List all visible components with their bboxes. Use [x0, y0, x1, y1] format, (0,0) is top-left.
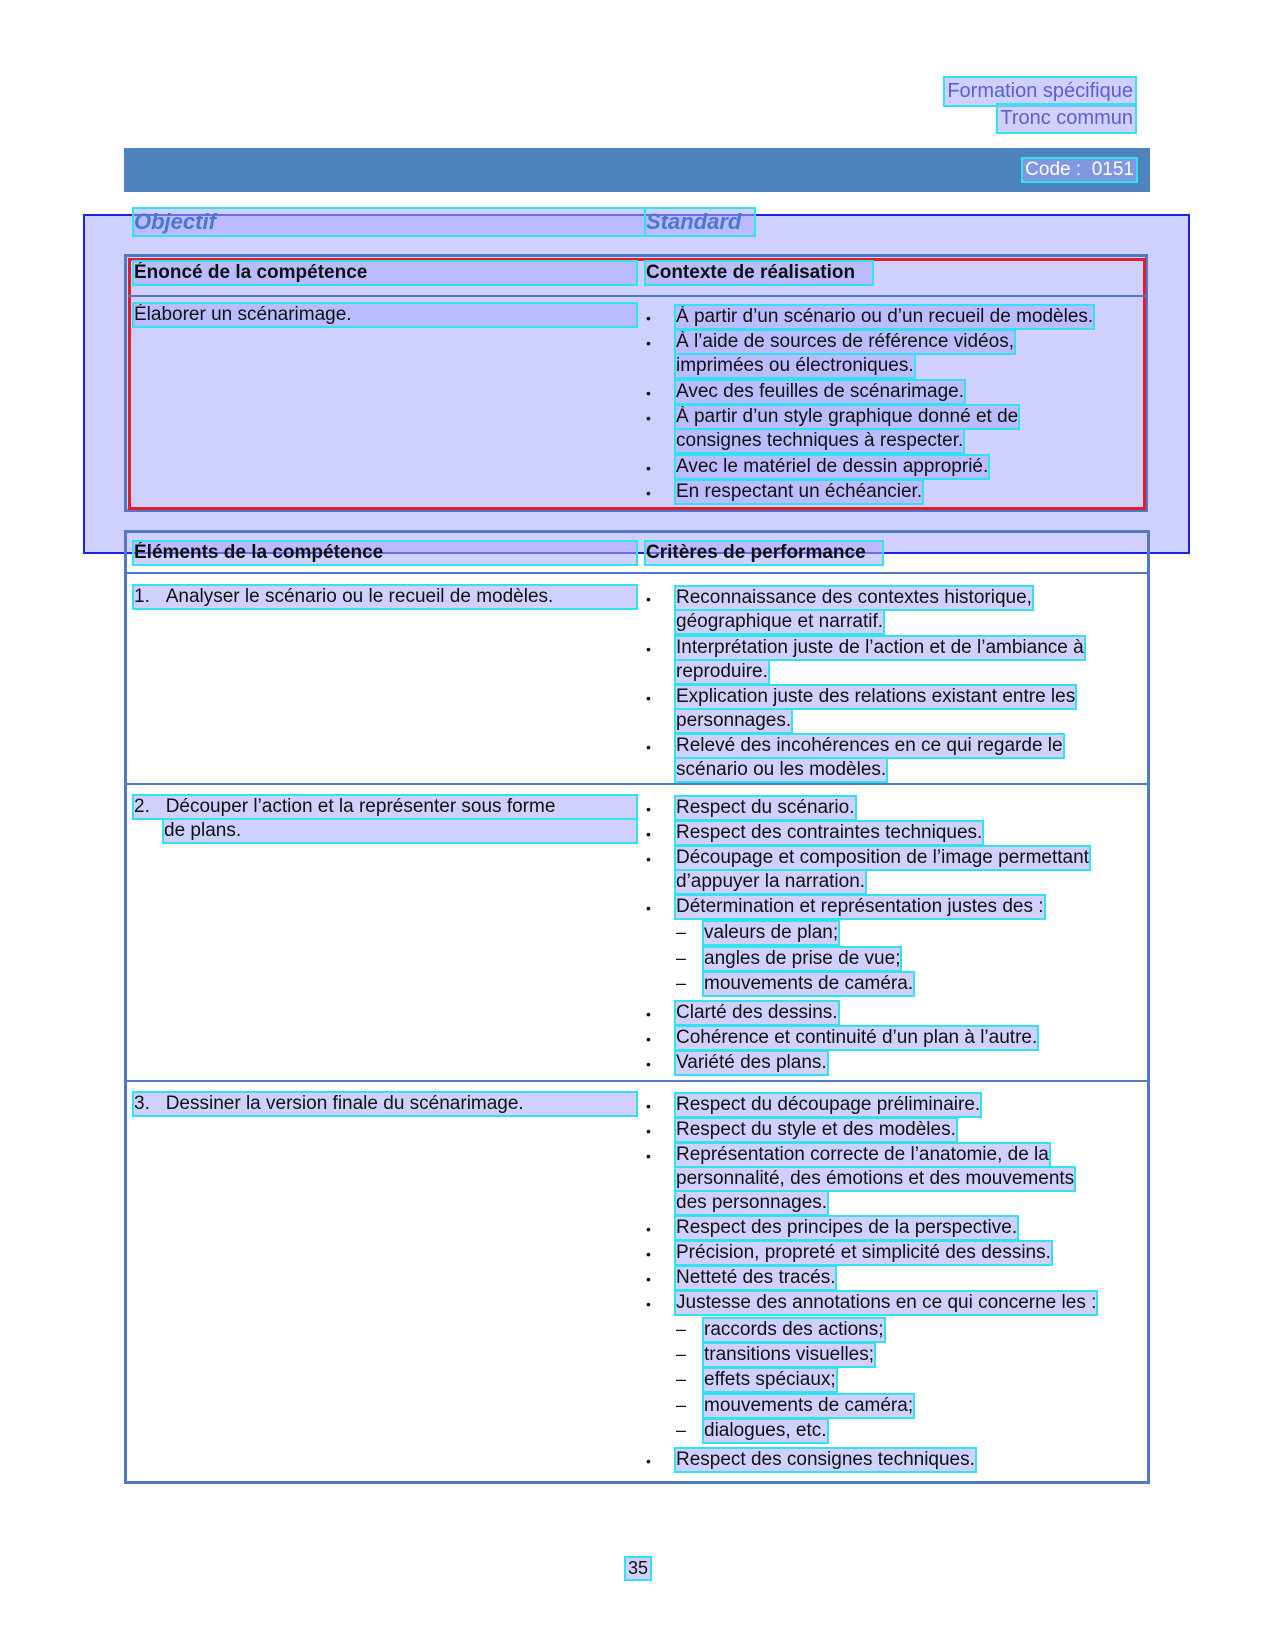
criterion-cont: d’appuyer la narration.: [676, 871, 866, 892]
bullet-icon: •: [646, 900, 651, 916]
element-3: [134, 1093, 636, 1115]
criterion: Cohérence et continuité d’un plan à l’autre.: [676, 1027, 1038, 1048]
dash-icon: –: [676, 922, 687, 942]
standard-title: Standard: [646, 209, 754, 235]
criterion: Variété des plans.: [676, 1052, 827, 1073]
sub-criterion: transitions visuelles;: [704, 1344, 875, 1365]
criterion: Respect du style et des modèles.: [676, 1119, 956, 1140]
bullet-icon: •: [646, 739, 651, 755]
criteria-col-header: Critères de performance: [646, 542, 882, 564]
criterion: Découpage et composition de l’image permettant: [676, 847, 1089, 868]
dash-icon: –: [676, 1319, 687, 1339]
context-item: Avec des feuilles de scénarimage.: [676, 381, 964, 402]
bullet-icon: •: [646, 1031, 651, 1047]
competence-header-divider: [128, 295, 1146, 297]
criterion: Interprétation juste de l’action et de l’ambiance à: [676, 637, 1084, 658]
bullet-icon: •: [646, 851, 651, 867]
bullet-icon: •: [646, 690, 651, 706]
context-item: À l’aide de sources de référence vidéos,: [676, 331, 1014, 352]
criterion: Précision, propreté et simplicité des dessins.: [676, 1242, 1051, 1263]
criterion: Justesse des annotations en ce qui concerne les :: [676, 1292, 1097, 1313]
criterion: Clarté des dessins.: [676, 1002, 838, 1023]
bullet-icon: •: [646, 1271, 651, 1287]
bullet-icon: •: [646, 310, 651, 326]
sub-criterion: mouvements de caméra;: [704, 1395, 914, 1416]
bullet-icon: •: [646, 1221, 651, 1237]
context-item-cont: consignes techniques à respecter.: [676, 430, 964, 451]
header-program: [945, 78, 1135, 132]
sub-criterion: angles de prise de vue;: [704, 948, 901, 969]
bullet-icon: •: [646, 1006, 651, 1022]
bullet-icon: •: [646, 385, 651, 401]
code-label: [1023, 159, 1136, 181]
criterion-cont: personnalité, des émotions et des mouvements: [676, 1168, 1075, 1189]
context-col-header: Contexte de réalisation: [646, 262, 872, 284]
context-item: Avec le matériel de dessin approprié.: [676, 456, 989, 477]
criterion-cont: des personnages.: [676, 1192, 828, 1213]
objective-title: Objectif: [134, 209, 644, 235]
dash-icon: –: [676, 948, 687, 968]
bullet-icon: •: [646, 641, 651, 657]
element-1: [134, 586, 636, 608]
competence-statement: Élaborer un scénarimage.: [134, 304, 636, 326]
criterion-cont: géographique et narratif.: [676, 611, 884, 632]
criterion-cont: reproduire.: [676, 661, 768, 682]
context-item: À partir d’un style graphique donné et de: [676, 406, 1019, 427]
dash-icon: –: [676, 1369, 687, 1389]
context-item: En respectant un échéancier.: [676, 481, 923, 502]
criterion: Respect des principes de la perspective.: [676, 1217, 1018, 1238]
code-band: [124, 148, 1150, 192]
criterion: Reconnaissance des contextes historique,: [676, 587, 1032, 608]
bullet-icon: •: [646, 1098, 651, 1114]
sub-criterion: dialogues, etc.: [704, 1420, 827, 1441]
sub-criterion: valeurs de plan;: [704, 922, 839, 943]
criterion: Respect du scénario.: [676, 797, 855, 818]
bullet-icon: •: [646, 1148, 651, 1164]
element-2-cont: de plans.: [164, 820, 636, 842]
sub-criterion: mouvements de caméra.: [704, 973, 914, 994]
criterion-cont: personnages.: [676, 710, 792, 731]
dash-icon: –: [676, 1395, 687, 1415]
context-item: À partir d’un scénario ou d’un recueil de modèles.: [676, 306, 1094, 327]
row-divider: [124, 1080, 1150, 1082]
program-line-specific: Formation spécifique: [945, 78, 1135, 105]
criterion-cont: scénario ou les modèles.: [676, 759, 887, 780]
bullet-icon: •: [646, 335, 651, 351]
element-number: 2.: [134, 796, 150, 817]
element-number: 3.: [134, 1093, 150, 1114]
bullet-icon: •: [646, 1453, 651, 1469]
bullet-icon: •: [646, 460, 651, 476]
element-text: Analyser le scénario ou le recueil de modèles.: [165, 586, 554, 607]
element-text: Découper l’action et la représenter sous forme: [165, 796, 556, 817]
bullet-icon: •: [646, 410, 651, 426]
criterion: Détermination et représentation justes des :: [676, 896, 1044, 917]
criterion: Respect du découpage préliminaire.: [676, 1094, 981, 1115]
program-line-common: Tronc commun: [998, 105, 1135, 132]
sub-criterion: effets spéciaux;: [704, 1369, 836, 1390]
sub-criterion: raccords des actions;: [704, 1319, 884, 1340]
criterion: Relevé des incohérences en ce qui regarde le: [676, 735, 1063, 756]
criterion: Explication juste des relations existant entre les: [676, 686, 1076, 707]
bullet-icon: •: [646, 1056, 651, 1072]
competence-col-header: Énoncé de la compétence: [134, 262, 636, 284]
dash-icon: –: [676, 1420, 687, 1440]
bullet-icon: •: [646, 1123, 651, 1139]
bullet-icon: •: [646, 826, 651, 842]
element-number: 1.: [134, 586, 150, 607]
elements-col-header: Éléments de la compétence: [134, 542, 636, 564]
criterion: Respect des contraintes techniques.: [676, 822, 983, 843]
code-label-text: Code :: [1025, 159, 1082, 180]
page-number: 35: [628, 1558, 649, 1578]
bullet-icon: •: [646, 1246, 651, 1262]
criterion: Représentation correcte de l’anatomie, de la: [676, 1144, 1049, 1165]
bullet-icon: •: [646, 591, 651, 607]
context-item-cont: imprimées ou électroniques.: [676, 355, 914, 376]
bullet-icon: •: [646, 485, 651, 501]
criterion: Netteté des tracés.: [676, 1267, 836, 1288]
bullet-icon: •: [646, 1296, 651, 1312]
dash-icon: –: [676, 973, 687, 993]
bullet-icon: •: [646, 801, 651, 817]
element-2: [134, 796, 636, 818]
dash-icon: –: [676, 1344, 687, 1364]
row-divider: [124, 783, 1150, 785]
code-value: 0151: [1091, 159, 1134, 180]
criterion: Respect des consignes techniques.: [676, 1449, 975, 1470]
elements-table: [124, 530, 1150, 1484]
elements-header-divider: [124, 572, 1150, 574]
element-text: Dessiner la version finale du scénarimage.: [165, 1093, 524, 1114]
